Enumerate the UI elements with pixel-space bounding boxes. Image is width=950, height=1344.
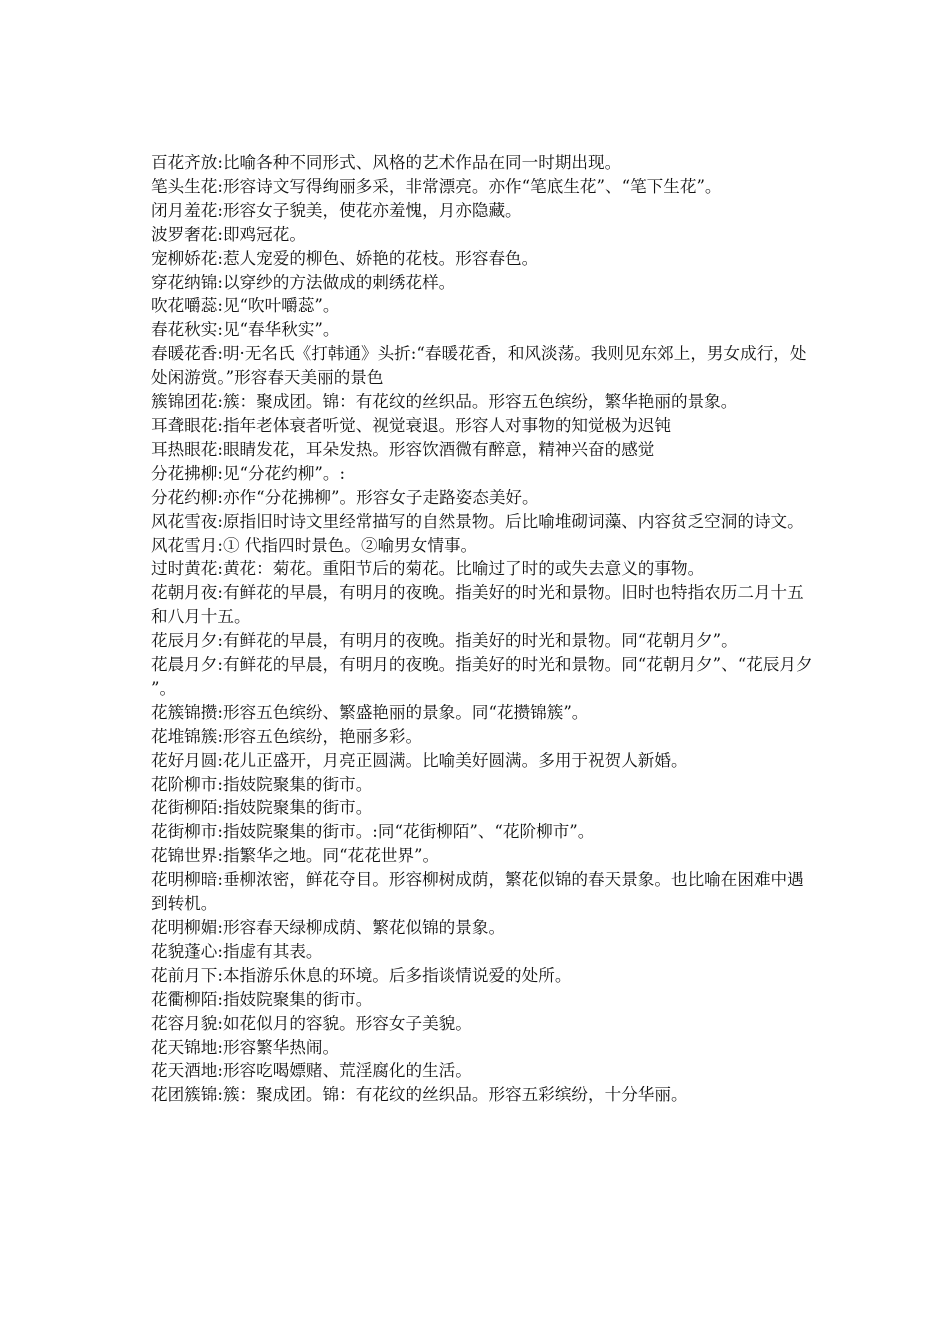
idiom-entry: 耳热眼花:眼睛发花，耳朵发热。形容饮酒微有醉意，精神兴奋的感觉: [151, 439, 655, 459]
idiom-entry: 花明柳暗:垂柳浓密，鲜花夺目。形容柳树成荫，繁花似锦的春天景象。也比喻在困难中遇到转机。: [151, 870, 804, 914]
idiom-entry: 分花约柳:亦作“分花拂柳”。形容女子走路姿态美好。: [151, 487, 539, 507]
idiom-entry: 花好月圆:花儿正盛开，月亮正圆满。比喻美好圆满。多用于祝贺人新婚。: [151, 750, 688, 770]
idiom-entry: 簇锦团花:簇：聚成团。锦：有花纹的丝织品。形容五色缤纷，繁华艳丽的景象。: [151, 392, 738, 412]
idiom-entry: 风花雪夜:原指旧时诗文里经常描写的自然景物。后比喻堆砌词藻、内容贫乏空洞的诗文。: [151, 511, 804, 531]
idiom-entry: 闭月羞花:形容女子貌美，使花亦羞愧，月亦隐藏。: [151, 200, 522, 220]
idiom-entry: 花簇锦攒:形容五色缤纷、繁盛艳丽的景象。同“花攒锦簇”。: [151, 702, 589, 722]
idiom-entry: 分花拂柳:见“分花约柳”。:: [151, 463, 346, 483]
idiom-entry: 过时黄花:黄花：菊花。重阳节后的菊花。比喻过了时的或失去意义的事物。: [151, 559, 705, 579]
idiom-entry: 宠柳娇花:惹人宠爱的柳色、娇艳的花枝。形容春色。: [151, 248, 539, 268]
idiom-entry: 波罗奢花:即鸡冠花。: [151, 224, 306, 244]
idiom-entry: 花阶柳市:指妓院聚集的街市。: [151, 774, 373, 794]
idiom-entry: 春暖花香:明·无名氏《打韩通》头折:“春暖花香，和风淡荡。我则见东郊上，男女成行，处处闲游赏。”形容春天美丽的景色: [151, 344, 807, 388]
idiom-entry: 花堆锦簇:形容五色缤纷，艳丽多彩。: [151, 726, 423, 746]
idiom-entry: 风花雪月:① 代指四时景色。②喻男女情事。: [151, 535, 478, 555]
idiom-entry: 春花秋实:见“春华秋实”。: [151, 320, 340, 340]
idiom-entry: 吹花嚼蕊:见“吹叶嚼蕊”。: [151, 296, 340, 316]
idiom-entry: 花衢柳陌:指妓院聚集的街市。: [151, 989, 373, 1009]
idiom-entry: 花街柳陌:指妓院聚集的街市。: [151, 798, 373, 818]
idiom-entry: 花锦世界:指繁华之地。同“花花世界”。: [151, 846, 440, 866]
idiom-list: [151, 151, 815, 1107]
idiom-entry: 花貌蓬心:指虚有其表。: [151, 941, 323, 961]
idiom-entry: 穿花纳锦:以穿纱的方法做成的刺绣花样。: [151, 272, 456, 292]
idiom-entry: 耳聋眼花:指年老体衰者听觉、视觉衰退。形容人对事物的知觉极为迟钝: [151, 415, 671, 435]
idiom-entry: 花天锦地:形容繁华热闹。: [151, 1037, 340, 1057]
idiom-entry: 花前月下:本指游乐休息的环境。后多指谈情说爱的处所。: [151, 965, 572, 985]
idiom-entry: 花容月貌:如花似月的容貌。形容女子美貌。: [151, 1013, 472, 1033]
idiom-entry: 花天酒地:形容吃喝嫖赌、荒淫腐化的生活。: [151, 1061, 472, 1081]
idiom-entry: 花街柳市:指妓院聚集的街市。:同“花街柳陌”、“花阶柳市”。: [151, 822, 595, 842]
idiom-entry: 花辰月夕:有鲜花的早晨，有明月的夜晚。指美好的时光和景物。同“花朝月夕”。: [151, 631, 738, 651]
idiom-entry: 百花齐放:比喻各种不同形式、风格的艺术作品在同一时期出现。: [151, 153, 622, 172]
idiom-entry: 花团簇锦:簇：聚成团。锦：有花纹的丝织品。形容五彩缤纷，十分华丽。: [151, 1085, 688, 1105]
idiom-entry: 花晨月夕:有鲜花的早晨，有明月的夜晚。指美好的时光和景物。同“花朝月夕”、“花辰月夕”。: [151, 655, 813, 698]
idiom-entry: 笔头生花:形容诗文写得绚丽多采，非常漂亮。亦作“笔底生花”、“笔下生花”。: [151, 176, 722, 196]
idiom-entry: 花明柳媚:形容春天绿柳成荫、繁花似锦的景象。: [151, 918, 506, 937]
idiom-entry: 花朝月夜:有鲜花的早晨，有明月的夜晚。指美好的时光和景物。旧时也特指农历二月十五和八月十五。: [151, 583, 804, 627]
